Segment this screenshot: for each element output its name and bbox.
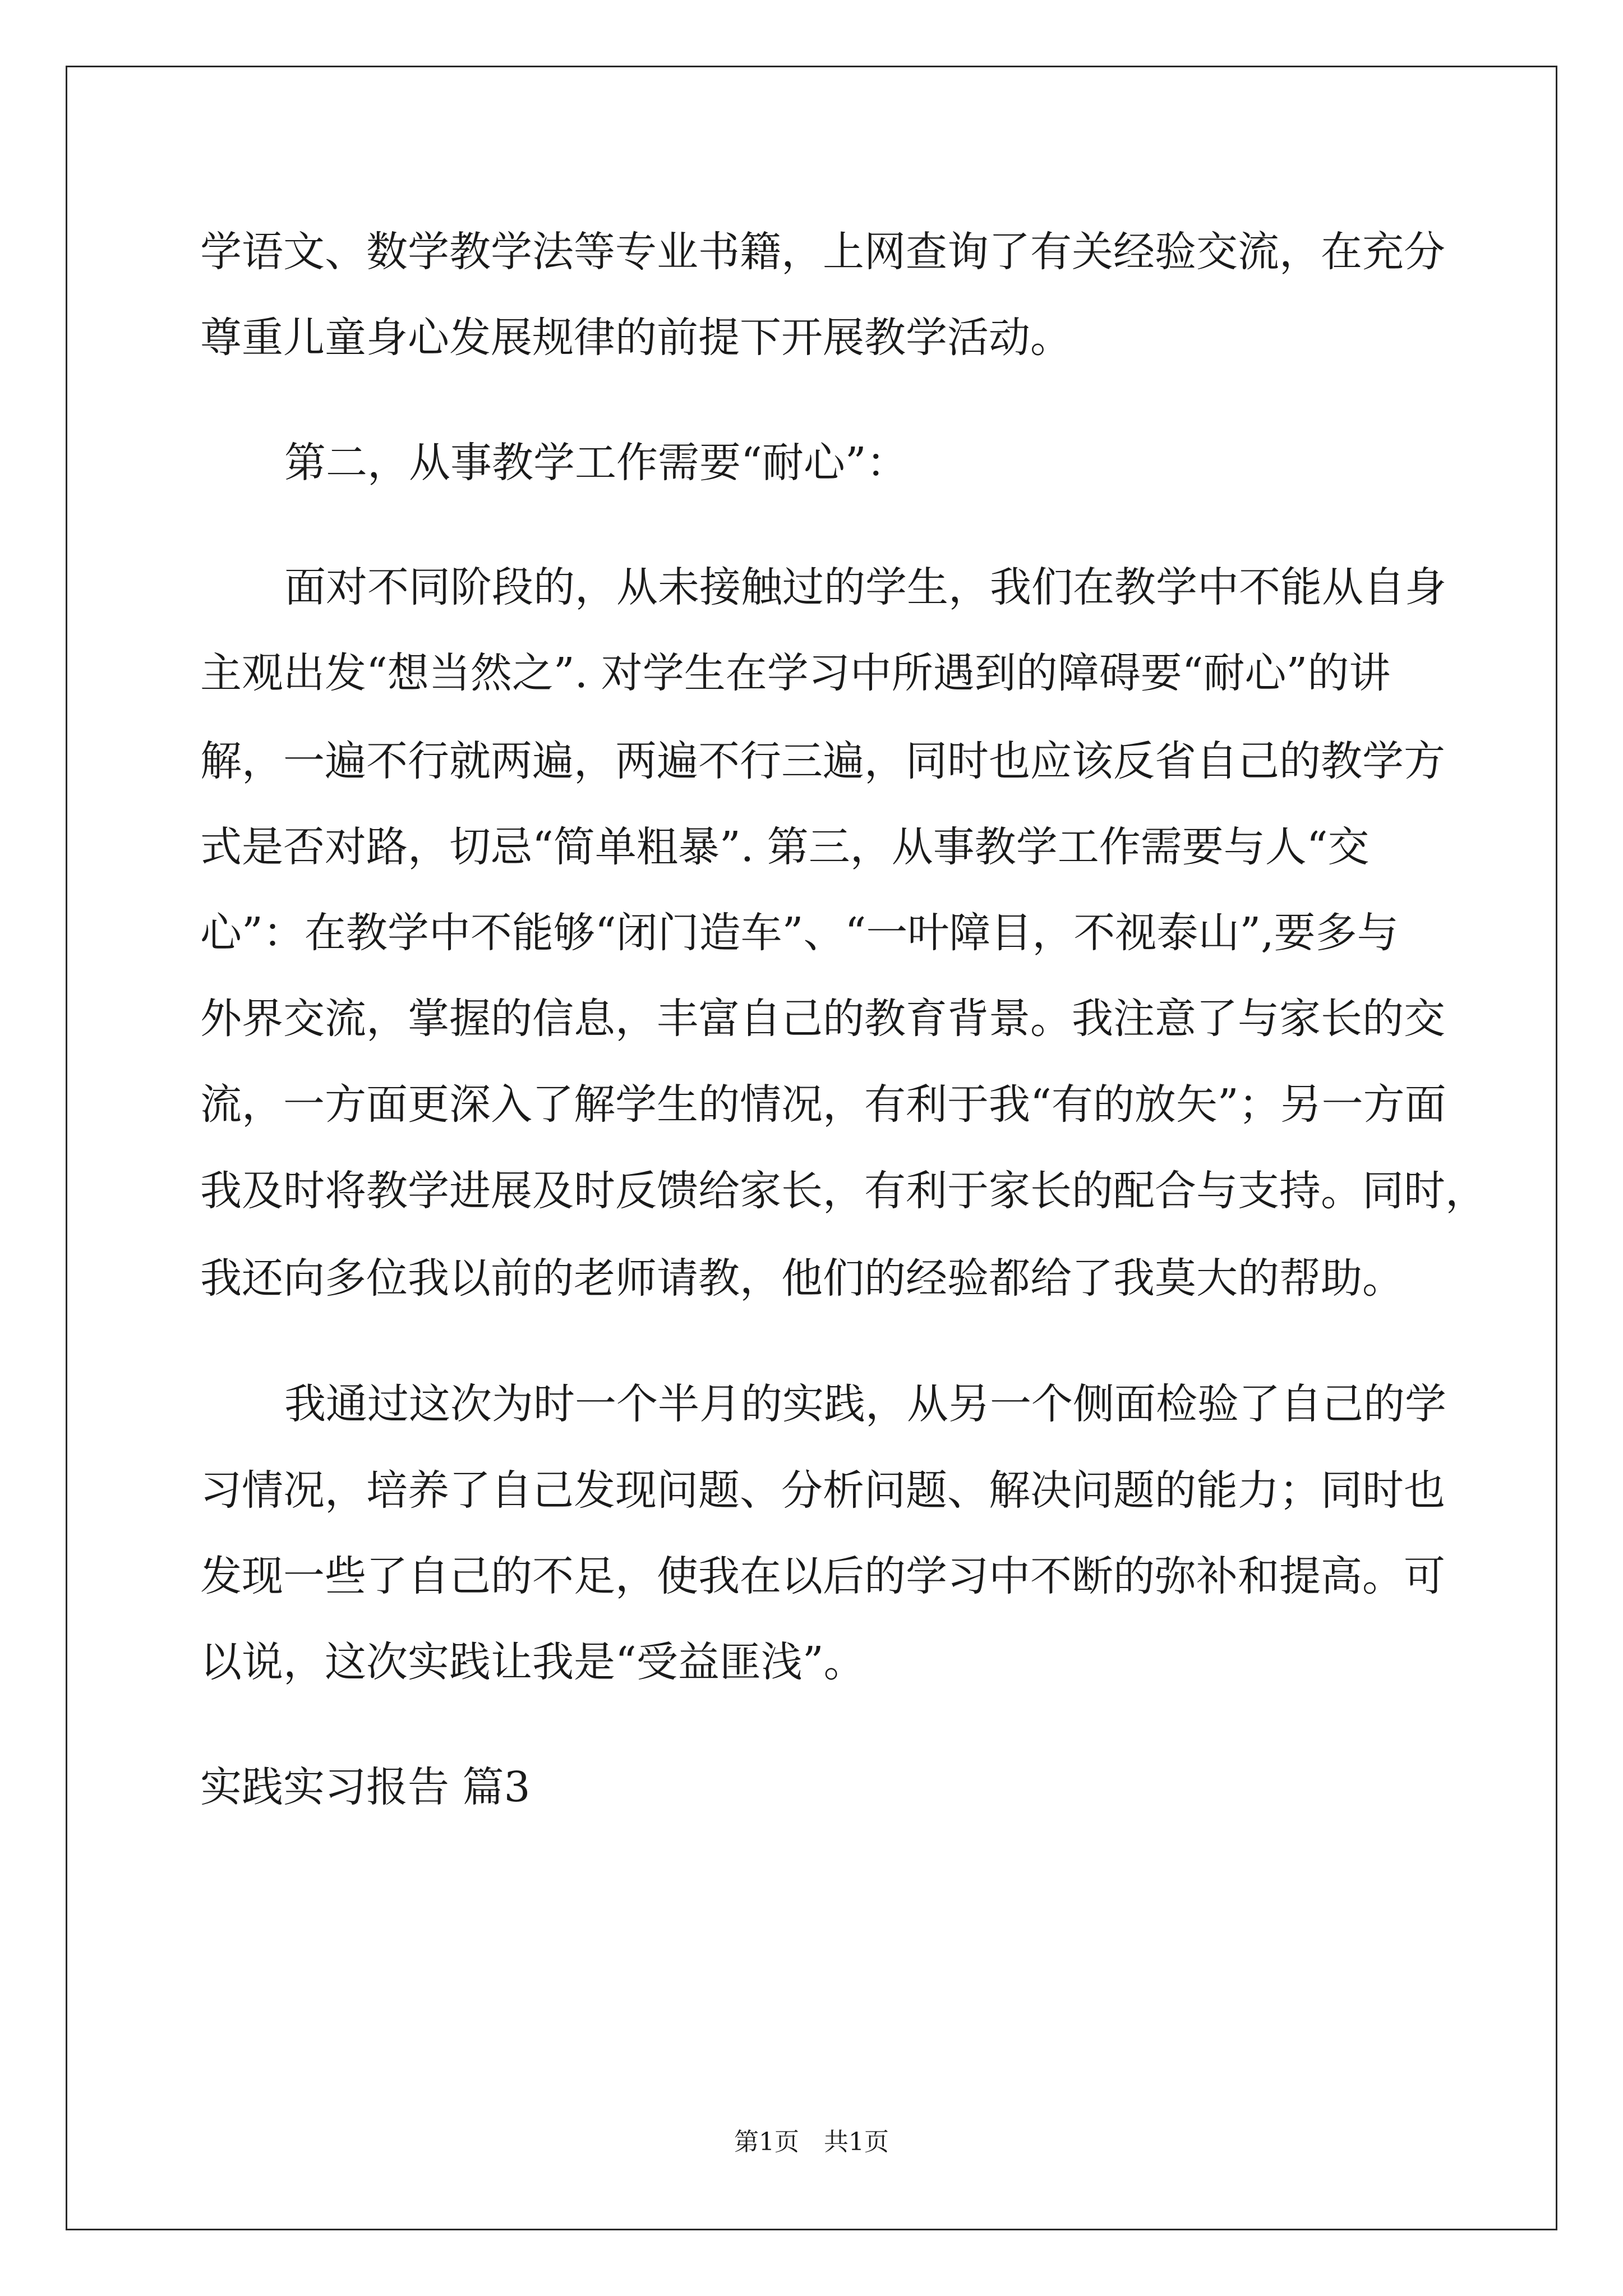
text-line: 主观出发“想当然之”. 对学生在学习中所遇到的障碍要“耐心”的讲 [200, 649, 1391, 697]
text-line: 流，一方面更深入了解学生的情况，有利于我“有的放矢”；另一方面 [200, 1080, 1446, 1129]
text-line: 我通过这次为时一个半月的实践，从另一个侧面检验了自己的学 [284, 1380, 1446, 1428]
text-line: 学语文、数学教学法等专业书籍，上网查询了有关经验交流，在充分 [200, 228, 1445, 276]
text-line: 尊重儿童身心发展规律的前提下开展教学活动。 [200, 314, 1072, 362]
text-line: 习情况，培养了自己发现问题、分析问题、解决问题的能力；同时也 [200, 1466, 1445, 1515]
text-line: 面对不同阶段的，从未接触过的学生，我们在教学中不能从自身 [284, 563, 1446, 611]
text-line: 解，一遍不行就两遍，两遍不行三遍，同时也应该反省自己的教学方 [200, 737, 1445, 785]
text-line: 式是否对路，切忌“简单粗暴”. 第三，从事教学工作需要与人“交 [200, 823, 1370, 871]
page-border [66, 66, 1557, 2230]
text-line: 发现一些了自己的不足，使我在以后的学习中不断的弥补和提高。可 [200, 1552, 1445, 1600]
text-line: 第二，从事教学工作需要“耐心”： [284, 439, 908, 487]
page-number-footer: 第1页 共1页 [734, 2128, 889, 2156]
text-line: 外界交流，掌握的信息，丰富自己的教育背景。我注意了与家长的交 [200, 995, 1445, 1043]
section-heading: 实践实习报告 篇3 [200, 1763, 531, 1811]
text-line: 心”：在教学中不能够“闭门造车”、“一叶障目，不视泰山”,要多与 [200, 909, 1399, 957]
text-line: 我还向多位我以前的老师请教，他们的经验都给了我莫大的帮助。 [200, 1254, 1404, 1303]
text-line: 以说，这次实践让我是“受益匪浅”。 [200, 1638, 865, 1686]
text-line: 我及时将教学进展及时反馈给家长，有利于家长的配合与支持。同时， [200, 1167, 1487, 1215]
